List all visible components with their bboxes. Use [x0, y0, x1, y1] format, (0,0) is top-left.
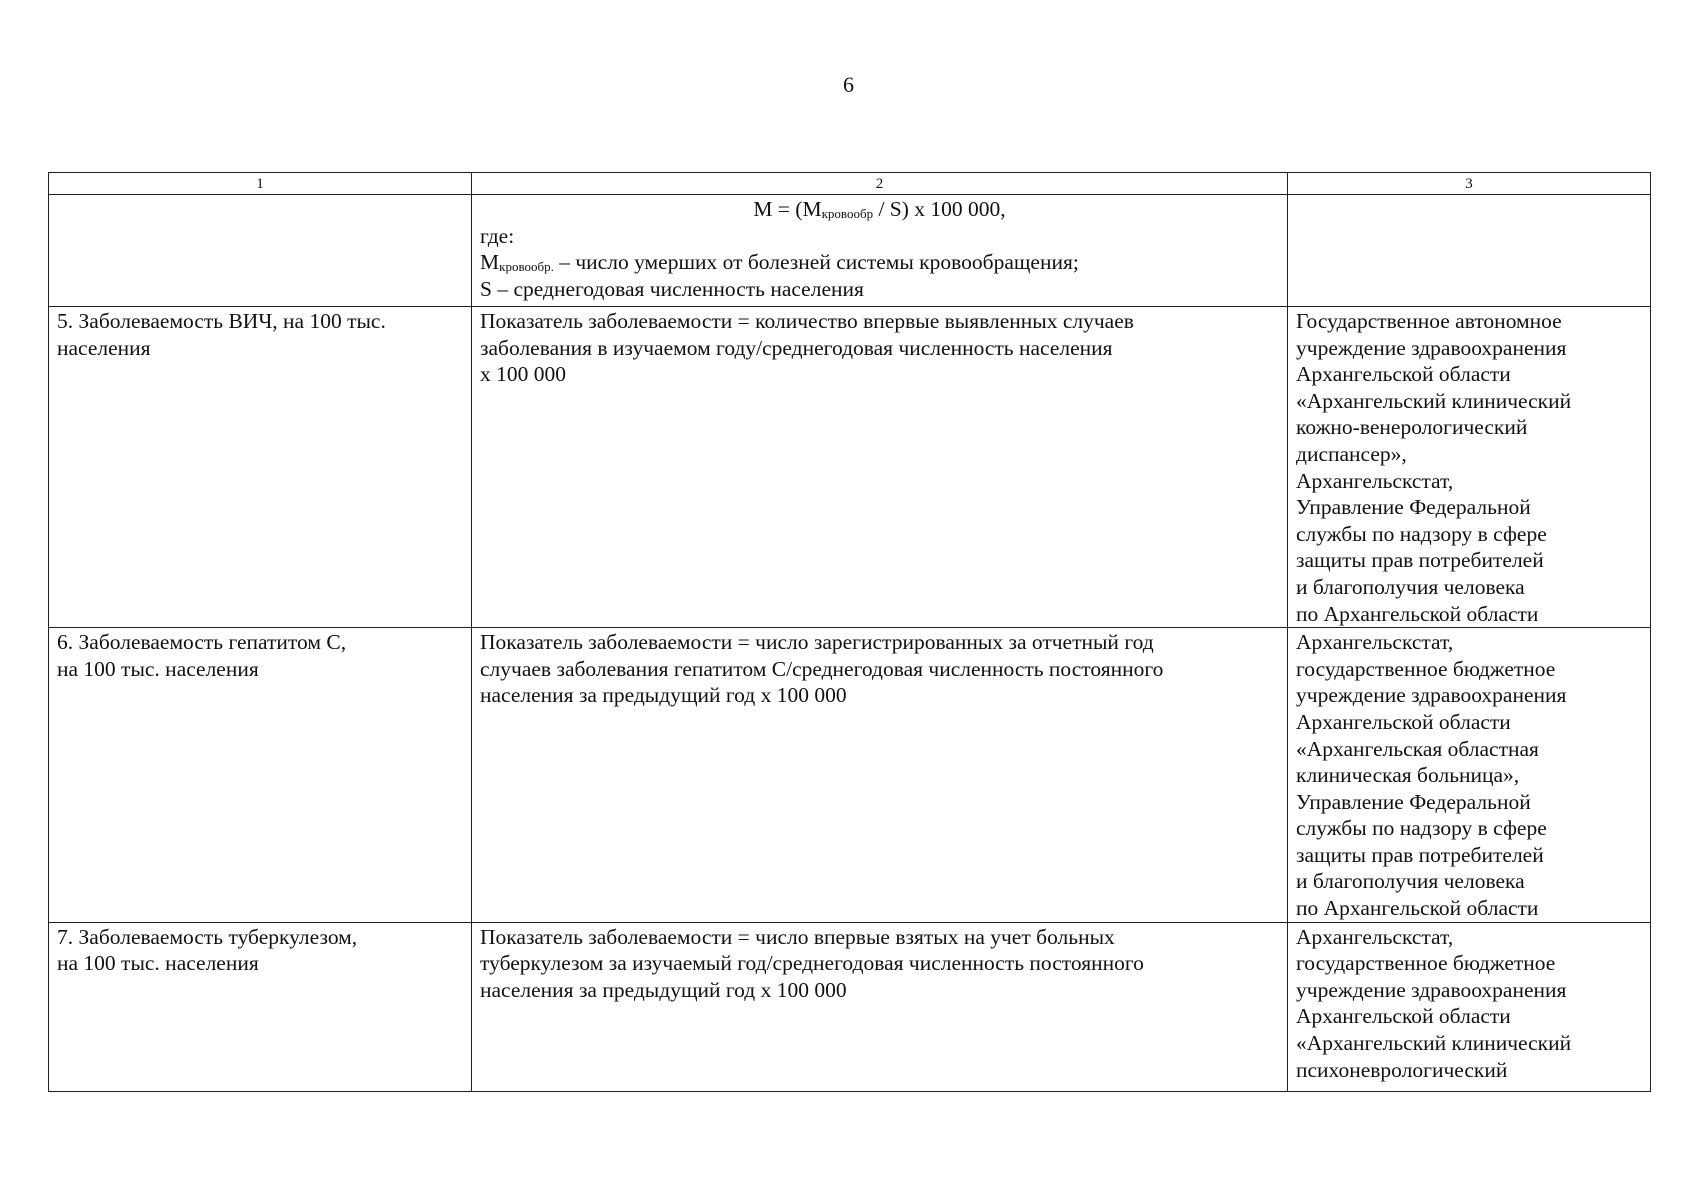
source-cell: Архангельскстат, государственное бюджетное учреждение здравоохранения Архангельской области «Архангельский клинический психоневрологический	[1288, 922, 1651, 1091]
method-cell: Показатель заболеваемости = число зарегистрированных за отчетный год случаев заболевания гепатитом С/среднегодовая численность постоянного населения за предыдущий год х 100 000	[472, 628, 1288, 923]
source-cell: Архангельскстат, государственное бюджетное учреждение здравоохранения Архангельской области «Архангельская областная клиническая больница», Управление Федеральной службы по надзору в сфере защиты прав потребителей и благополучия человека по Архангельской области	[1288, 628, 1651, 923]
formula-main: $M = (M_{кровообр} / S)$ х 100 000,	[753, 197, 1006, 221]
indicator-cell-empty	[49, 195, 472, 307]
method-cell: Показатель заболеваемости = число впервые взятых на учет больных туберкулезом за изучаемый год/среднегодовая численность постоянного населения за предыдущий год х 100 000	[472, 922, 1288, 1091]
source-cell: Государственное автономное учреждение здравоохранения Архангельской области «Архангельский клинический кожно-венерологический диспансер», Архангельскстат, Управление Федеральной службы по надзору в сфере защиты прав потребителей и благополучия человека по Архангельской области	[1288, 307, 1651, 628]
formula-definition-m: $M_{кровообр.}$ – число умерших от болезней системы кровообращения;	[480, 250, 1079, 275]
method-cell: Показатель заболеваемости = количество впервые выявленных случаев заболевания в изучаемом году/среднегодовая численность населения х 100 000	[472, 307, 1288, 628]
indicator-cell: 7. Заболеваемость туберкулезом, на 100 тыс. населения	[49, 922, 472, 1091]
formula-where: где:	[480, 223, 515, 248]
column-number-1: 1	[49, 173, 472, 195]
indicators-table	[48, 172, 1651, 1092]
indicator-cell: 5. Заболеваемость ВИЧ, на 100 тыс. населения	[49, 307, 472, 628]
column-number-3: 3	[1288, 173, 1651, 195]
table-header-row	[49, 173, 1651, 195]
table-row	[49, 628, 1651, 923]
table-row	[49, 307, 1651, 628]
page-number: 6	[843, 72, 854, 97]
indicator-cell: 6. Заболеваемость гепатитом С, на 100 тыс. населения	[49, 628, 472, 923]
column-number-2: 2	[472, 173, 1288, 195]
formula-cell	[472, 195, 1288, 307]
formula-definition-s: S – среднегодовая численность населения	[480, 276, 864, 301]
source-cell-empty	[1288, 195, 1651, 307]
table-row	[49, 922, 1651, 1091]
table-row-formula-continuation	[49, 195, 1651, 307]
